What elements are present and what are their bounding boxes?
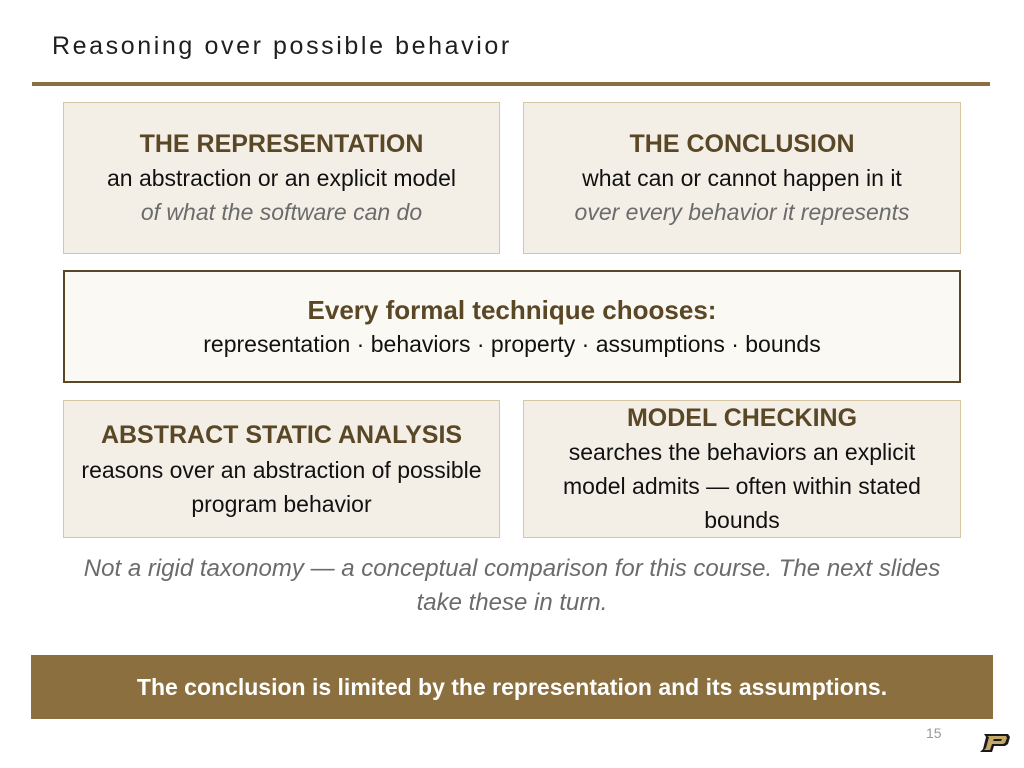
static-analysis-box — [63, 400, 500, 538]
representation-line1: an abstraction or an explicit model — [106, 165, 457, 191]
technique-choices: representation · behaviors · property · assumptions · bounds — [203, 330, 821, 357]
technique-box — [63, 270, 961, 383]
model-checking-body: searches the behaviors an explicit model admits — often within stated bounds — [563, 439, 921, 533]
static-analysis-body: reasons over an abstraction of possible program behavior — [81, 457, 482, 517]
slide-title: Reasoning over possible behavior — [52, 32, 512, 60]
conclusion-heading: THE CONCLUSION — [629, 130, 855, 158]
conclusion-banner: The conclusion is limited by the representation and its assumptions. — [31, 655, 993, 719]
title-divider — [32, 82, 990, 86]
representation-box — [63, 102, 500, 254]
representation-line2: of what the software can do — [140, 199, 423, 225]
conclusion-line2: over every behavior it represents — [574, 199, 910, 225]
representation-heading: THE REPRESENTATION — [139, 130, 424, 158]
page-number: 15 — [926, 725, 942, 741]
taxonomy-note: Not a rigid taxonomy — a conceptual comparison for this course. The next slides take these in turn. — [83, 555, 941, 616]
conclusion-line1: what can or cannot happen in it — [582, 165, 902, 191]
model-checking-heading: MODEL CHECKING — [626, 404, 858, 432]
static-analysis-heading: ABSTRACT STATIC ANALYSIS — [100, 421, 463, 449]
purdue-p-logo-icon — [978, 732, 1014, 754]
technique-heading: Every formal technique chooses: — [307, 294, 717, 325]
conclusion-box — [523, 102, 961, 254]
model-checking-box — [523, 400, 961, 538]
